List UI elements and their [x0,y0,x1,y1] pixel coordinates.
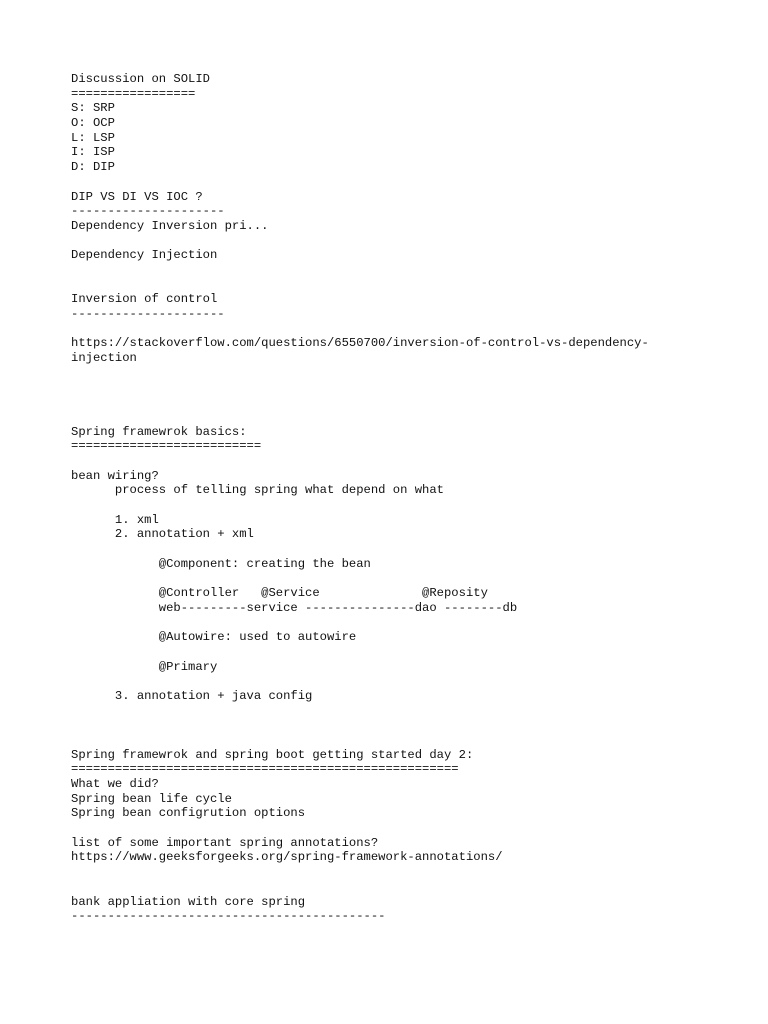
text-line: bank appliation with core spring [71,894,306,909]
link-line: injection [71,351,137,366]
text-line: ===================================================== [71,762,459,777]
text-line [71,322,731,337]
text-line: 3. annotation + java config [71,688,313,703]
text-line [71,454,731,469]
text-line: Inversion of control [71,292,218,307]
text-line [71,380,731,395]
text-line: web---------service ---------------dao --------db [71,600,518,615]
text-line: What we did? [71,777,159,791]
text-line [71,498,731,513]
text-line: Discussion on SOLID [71,72,210,86]
text-line: O: OCP [71,116,115,131]
text-line: @Autowire: used to autowire [71,630,357,645]
text-line: Spring framewrok basics: [71,424,247,439]
link-line: https://www.geeksforgeeks.org/spring-framework-annotations/ [71,850,503,865]
text-line [71,718,731,733]
text-line: 2. annotation + xml [71,527,254,542]
text-line: list of some important spring annotations? [71,835,379,850]
text-line [71,615,731,630]
text-line: Dependency Inversion pri... [71,218,269,233]
text-line: Spring framewrok and spring boot getting started day 2: [71,747,474,762]
text-line: I: ISP [71,145,115,160]
text-line [71,263,731,278]
text-line: Spring bean configrution options [71,806,306,821]
text-line [71,821,731,836]
text-line [71,645,731,660]
text-line [71,366,731,381]
text-line [71,175,731,190]
text-line [71,410,731,425]
text-line: ========================== [71,439,262,454]
text-line: --------------------- [71,307,225,321]
text-line [71,880,731,895]
text-line [71,704,731,719]
text-line: L: LSP [71,130,115,145]
text-line [71,571,731,586]
text-line [71,542,731,557]
text-line: @Controller @Service @Reposity [71,586,488,601]
text-line: Spring bean life cycle [71,791,232,806]
text-line [71,278,731,293]
text-line [71,234,731,249]
document-body [71,72,731,924]
text-line [71,674,731,689]
text-line: 1. xml [71,512,159,527]
text-line: @Primary [71,659,218,674]
text-line: ------------------------------------------- [71,909,386,924]
text-line [71,865,731,880]
text-line: process of telling spring what depend on what [71,483,444,498]
text-line: --------------------- [71,204,225,219]
link-line: https://stackoverflow.com/questions/6550700/inversion-of-control-vs-dependency- [71,336,649,351]
text-line: DIP VS DI VS IOC ? [71,189,203,204]
text-line: ================= [71,86,196,101]
text-line: Dependency Injection [71,248,218,263]
text-line: @Component: creating the bean [71,556,371,571]
text-line: S: SRP [71,101,115,116]
text-line [71,733,731,748]
text-line: bean wiring? [71,468,159,483]
text-line: D: DIP [71,160,115,175]
text-line [71,395,731,410]
